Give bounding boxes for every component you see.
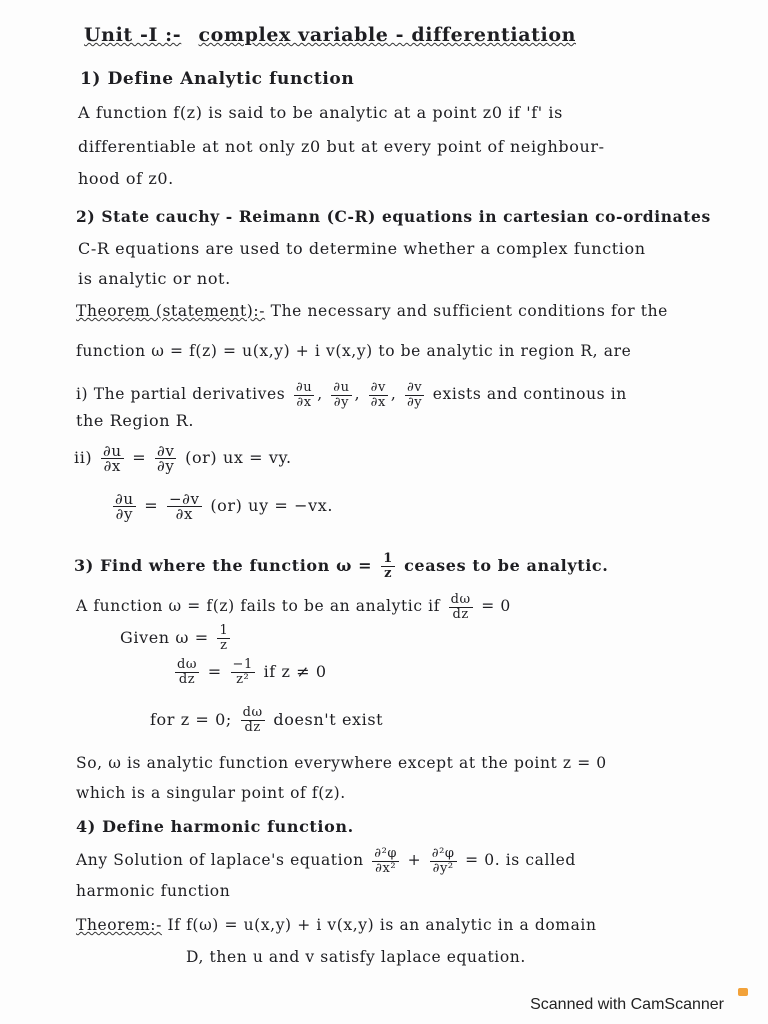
q4-heading: 4) Define harmonic function. <box>76 817 354 836</box>
eq2-left: $\frac{\partial u}{\partial y}$ <box>115 490 134 523</box>
q4-theorem-label: Theorem:- <box>76 916 162 934</box>
q1-line3: hood of z0. <box>78 169 174 188</box>
margin-line <box>72 0 73 1024</box>
q3-so-line: So, ω is analytic function everywhere except at the point z = 0 <box>76 754 607 772</box>
q3-deriv-right: $\frac{-1}{\text{z²}}$ <box>232 657 253 687</box>
q4-line1: Any Solution of laplace's equation $\frac{\text{∂²φ}}{\text{∂x²}}$ + $\frac{\text{∂²φ}}{\text{∂y²}}$ = 0. is called <box>76 845 576 876</box>
cond2-prefix: ii) <box>74 448 93 467</box>
q3-derivative: $\frac{d\omega}{dz}$ = $\frac{-1}{\text{z²}}$ if z ≠ 0 <box>177 657 327 687</box>
unit-label: Unit -I :- <box>84 24 182 46</box>
q2-line1: C-R equations are used to determine whether a complex function <box>78 239 646 258</box>
cond1-prefix: i) The partial derivatives <box>76 385 286 403</box>
q2-condition1: i) The partial derivatives $\frac{\partial u}{\partial x}$ , $\frac{\partial u}{\partial y}$ , $\frac{\partial v}{\partial x}$ , $\frac{\partial v}{\partial y}$ exists and continous in <box>76 379 627 410</box>
q4-theorem-text: If f(ω) = u(x,y) + i v(x,y) is an analytic in a domain <box>167 916 597 934</box>
q3-for-fraction: $\frac{d\omega}{dz}$ <box>242 705 263 735</box>
q2-heading: 2) State cauchy - Reimann (C-R) equations in cartesian co-ordinates <box>76 207 711 226</box>
q4-theorem-line1 <box>76 914 597 936</box>
q3-deriv-left: $\frac{d\omega}{dz}$ <box>177 657 198 687</box>
q2-eq2: $\frac{\partial u}{\partial y}$ = $\frac{-\partial v}{\partial x}$ (or) uy = −vx. <box>115 490 334 523</box>
q2-theorem-line2: function ω = f(z) = u(x,y) + i v(x,y) to be analytic in region R, are <box>76 342 632 360</box>
q3-for-line <box>150 704 383 736</box>
eq2-right: $\frac{-\partial v}{\partial x}$ <box>169 490 200 523</box>
theorem-label: Theorem (statement):- <box>76 302 266 320</box>
q1-heading: 1) Define Analytic function <box>80 69 355 89</box>
q2-condition1-line2: the Region R. <box>76 411 195 430</box>
q3-for-suffix: doesn't exist <box>273 710 384 729</box>
q3-line1 <box>76 590 511 622</box>
q3-for-prefix: for z = 0; <box>150 710 232 729</box>
partial-v-x: $\frac{\partial v}{\partial x}$ <box>370 379 386 410</box>
q3-which-line: which is a singular point of f(z). <box>76 784 346 802</box>
q1-line1: A function f(z) is said to be analytic at a point z0 if 'f' is <box>78 103 563 122</box>
partial-v-y: $\frac{\partial v}{\partial y}$ <box>406 379 423 410</box>
q3-given-prefix: Given ω = <box>120 628 209 647</box>
eq2-tail: (or) uy = −vx. <box>210 496 334 515</box>
q3-deriv-tail: if z ≠ 0 <box>263 662 327 681</box>
topic-label: complex variable - differentiation <box>198 24 577 46</box>
q3-given-fraction: $\frac{1}{z}$ <box>219 623 229 653</box>
q4-line2: harmonic function <box>76 882 231 900</box>
q4-theorem-line2: D, then u and v satisfy laplace equation. <box>186 948 526 966</box>
q3-line1-prefix: A function ω = f(z) fails to be an analytic if <box>76 597 441 615</box>
q2-theorem-line1 <box>76 300 668 322</box>
laplace-xx: $\frac{\text{∂²φ}}{\text{∂x²}}$ <box>374 845 398 876</box>
q3-dw-dz: $\frac{d\omega}{dz}$ <box>450 591 471 622</box>
q2-condition2: ii) $\frac{\partial u}{\partial x}$ = $\frac{\partial v}{\partial y}$ (or) ux = vy. <box>74 442 292 475</box>
q3-given <box>120 622 233 654</box>
cond1-suffix: exists and continous in <box>432 385 627 403</box>
laplace-yy: $\frac{\text{∂²φ}}{\text{∂y²}}$ <box>431 845 455 876</box>
eq1-left: $\frac{\partial u}{\partial x}$ <box>102 442 122 475</box>
q4-line1-suffix: = 0. is called <box>465 851 576 869</box>
scanner-watermark: Scanned with CamScanner <box>530 996 724 1013</box>
partial-u-y: $\frac{\partial u}{\partial y}$ <box>333 379 350 410</box>
q2-line2: is analytic or not. <box>78 269 231 288</box>
eq1-right: $\frac{\partial v}{\partial y}$ <box>156 442 175 475</box>
eq1-tail: (or) ux = vy. <box>185 448 292 467</box>
q3-fraction: $\frac{1}{z}$ <box>383 551 393 581</box>
q4-line1-prefix: Any Solution of laplace's equation <box>76 851 364 869</box>
theorem-text: The necessary and sufficient conditions for the <box>270 302 668 320</box>
q3-heading <box>74 550 608 582</box>
page-title <box>84 24 576 46</box>
partial-u-x: $\frac{\partial u}{\partial x}$ <box>295 379 313 410</box>
q3-heading-suffix: ceases to be analytic. <box>404 556 609 575</box>
q3-heading-prefix: 3) Find where the function ω = <box>74 556 373 575</box>
q3-line1-suffix: = 0 <box>481 597 511 615</box>
camscanner-logo-icon <box>738 988 748 996</box>
q1-line2: differentiable at not only z0 but at every point of neighbour- <box>78 137 605 156</box>
